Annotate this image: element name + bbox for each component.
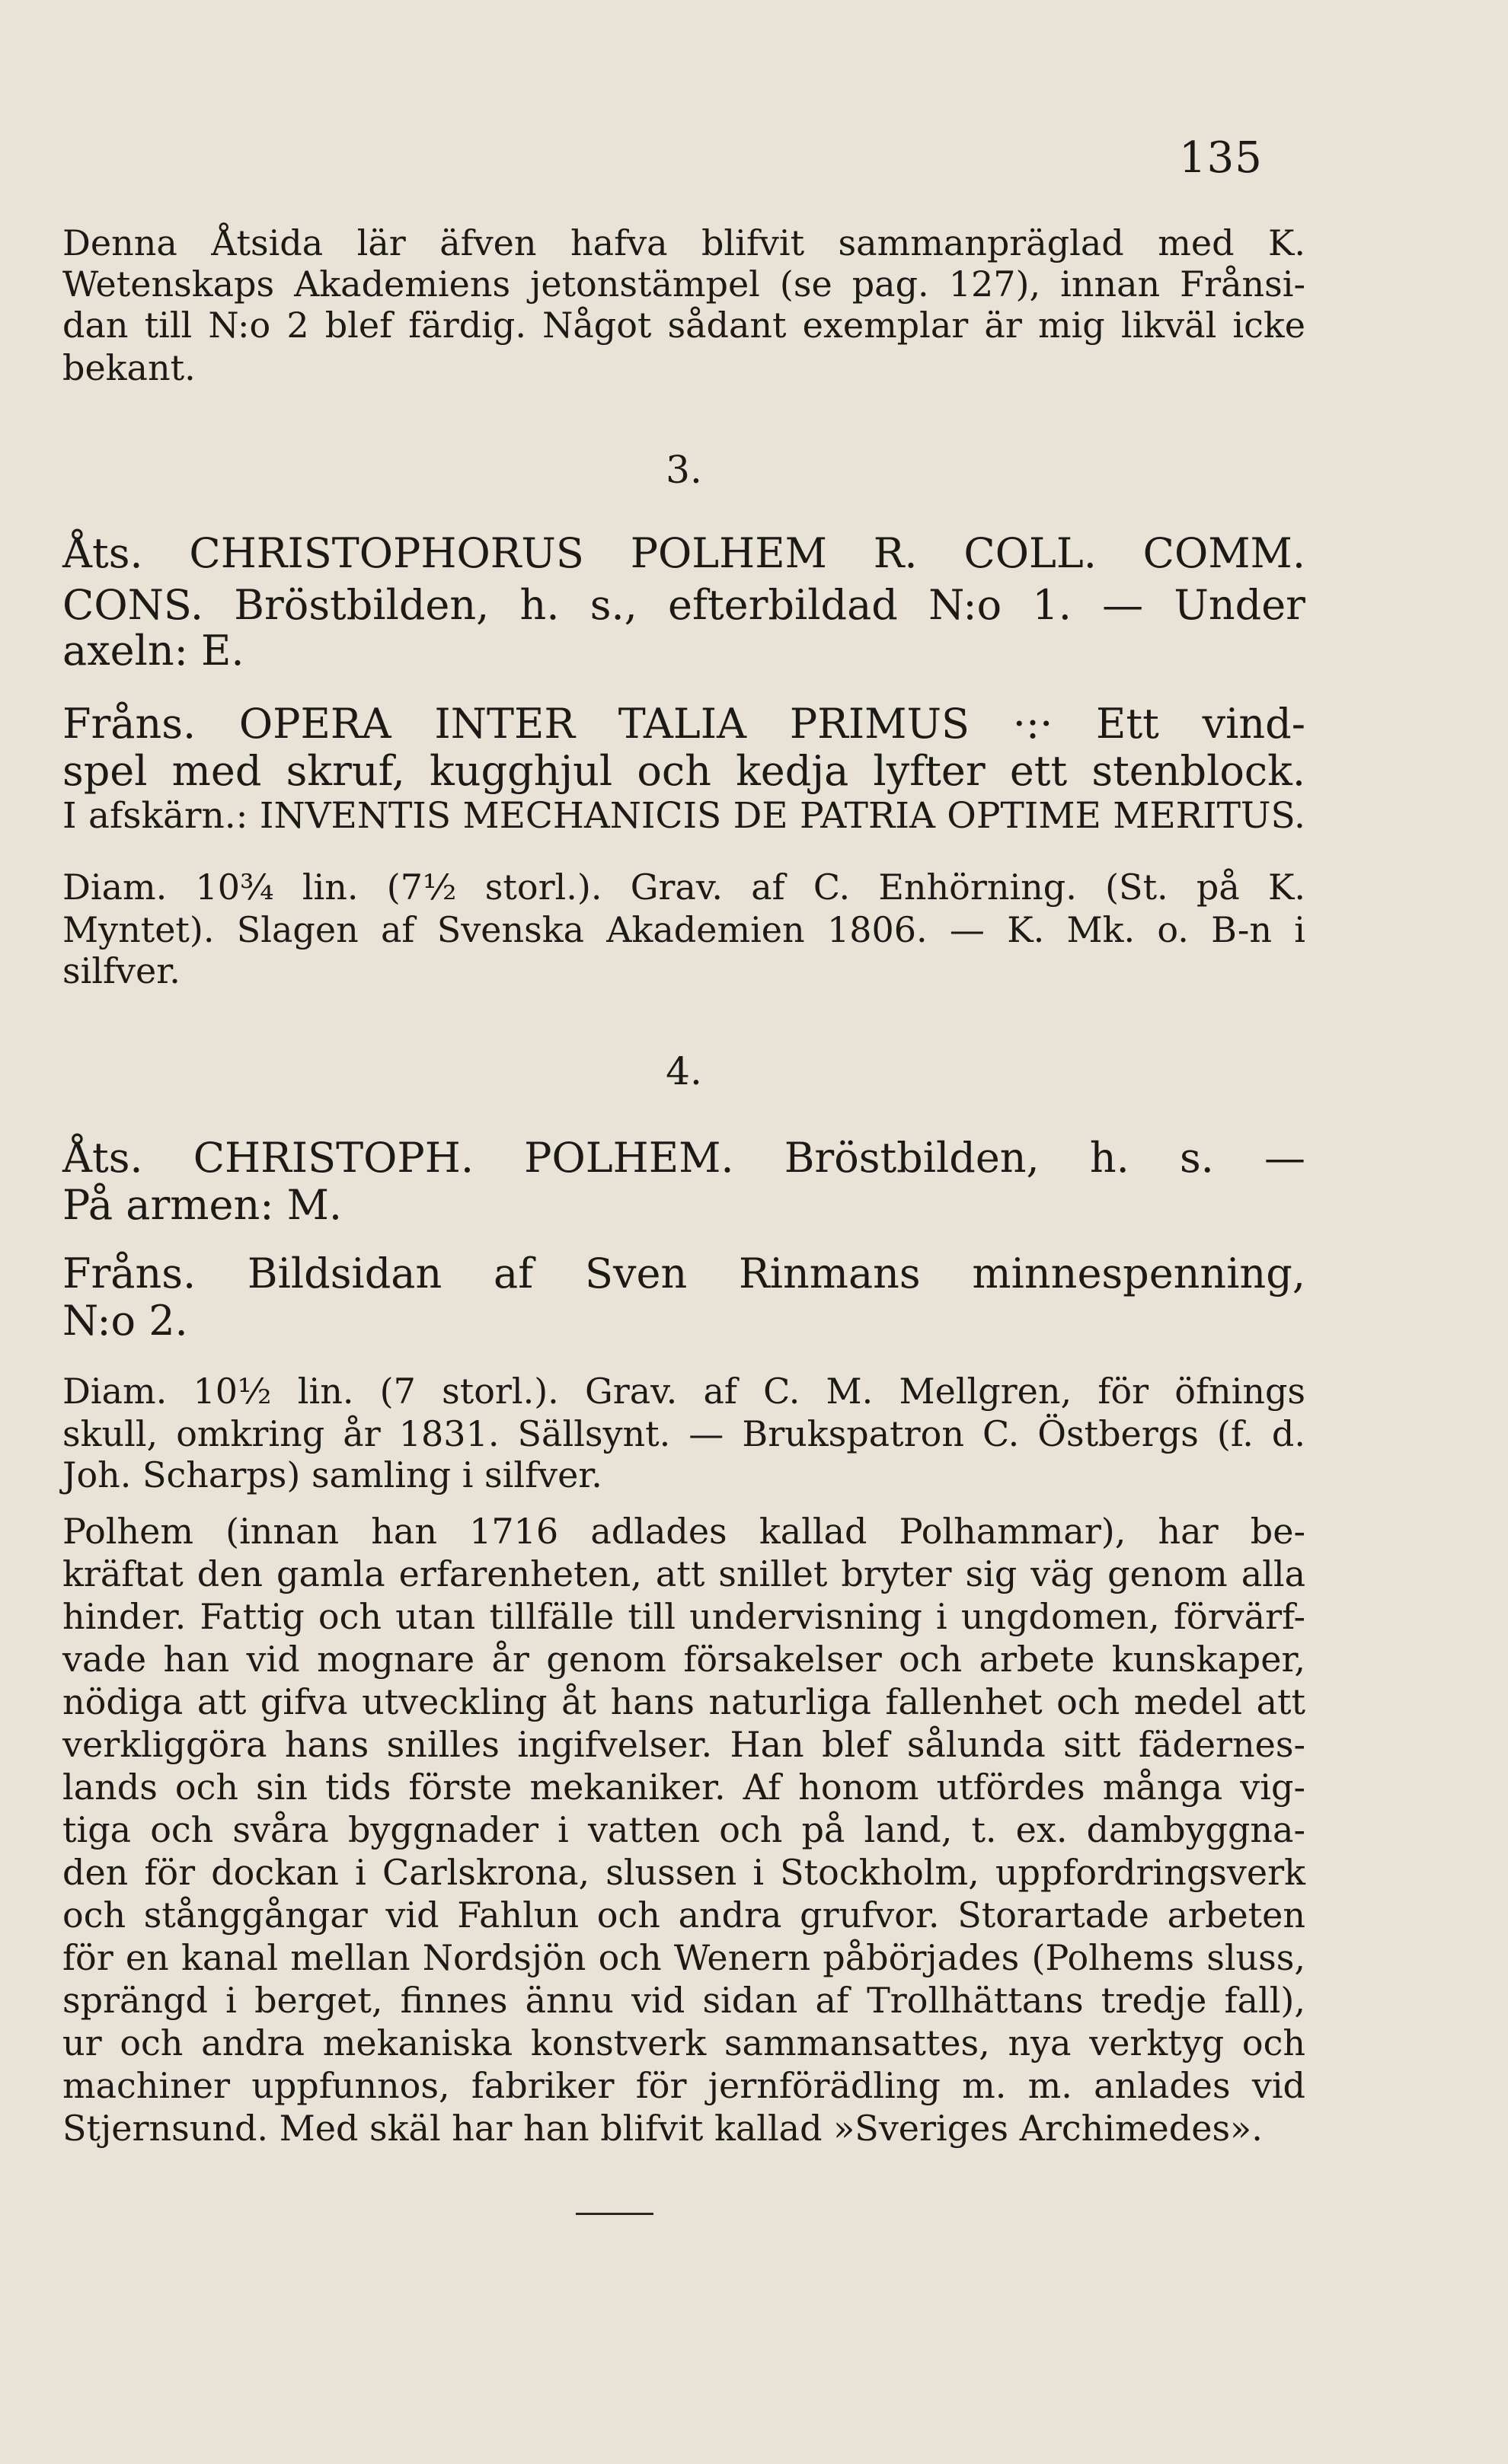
text-line: Polhem (innan han 1716 adlades kallad Polhammar), har be-	[62, 1511, 1305, 1552]
section-number: 3.	[666, 448, 702, 492]
text-line: och stånggångar vid Fahlun och andra grufvor. Storartade arbeten	[62, 1894, 1305, 1936]
text-line: N:o 2.	[62, 1297, 188, 1345]
text-line: dan till N:o 2 blef färdig. Något sådant exemplar är mig likväl icke	[62, 305, 1305, 346]
text-line: tiga och svåra byggnader i vatten och på land, t. ex. dambyggna-	[62, 1809, 1305, 1850]
text-line: Myntet). Slagen af Svenska Akademien 1806. — K. Mk. o. B-n i	[62, 909, 1305, 950]
text-line: Denna Åtsida lär äfven hafva blifvit sammanpräglad med K.	[62, 222, 1305, 263]
text-line: vade han vid mognare år genom försakelser och arbete kunskaper,	[62, 1639, 1305, 1680]
text-line: skull, omkring år 1831. Sällsynt. — Brukspatron C. Östbergs (f. d.	[62, 1413, 1305, 1454]
text-line: I afskärn.: INVENTIS MECHANICIS DE PATRIA OPTIME MERITUS.	[62, 795, 1305, 837]
text-line: Åts. CHRISTOPHORUS POLHEM R. COLL. COMM.	[62, 529, 1305, 577]
text-line: CONS. Bröstbilden, h. s., efterbildad N:o 1. — Under	[62, 581, 1305, 629]
text-line: Wetenskaps Akademiens jetonstämpel (se pag. 127), innan Frånsi-	[62, 263, 1305, 305]
text-line: Åts. CHRISTOPH. POLHEM. Bröstbilden, h. s. —	[62, 1134, 1305, 1182]
text-line: hinder. Fattig och utan tillfälle till undervisning i ungdomen, förvärf-	[62, 1596, 1305, 1637]
text-line: kräftat den gamla erfarenheten, att snillet bryter sig väg genom alla	[62, 1553, 1305, 1594]
text-line: Stjernsund. Med skäl har han blifvit kallad »Sveriges Archimedes».	[62, 2108, 1263, 2149]
text-line: den för dockan i Carlskrona, slussen i Stockholm, uppfordringsverk	[62, 1852, 1305, 1893]
text-line: Fråns. Bildsidan af Sven Rinmans minnespenning,	[62, 1250, 1305, 1297]
text-line: Fråns. OPERA INTER TALIA PRIMUS ·:· Ett vind-	[62, 700, 1305, 748]
text-line: axeln: E.	[62, 627, 244, 675]
text-line: nödiga att gifva utveckling åt hans naturliga fallenhet och medel att	[62, 1681, 1305, 1722]
text-line: spel med skruf, kugghjul och kedja lyfter ett stenblock.	[62, 747, 1305, 795]
text-line: Diam. 10¾ lin. (7½ storl.). Grav. af C. Enhörning. (St. på K.	[62, 867, 1305, 908]
text-line: Joh. Scharps) samling i silfver.	[62, 1454, 602, 1495]
text-line: bekant.	[62, 347, 196, 388]
text-line: ur och andra mekaniska konstverk sammansattes, nya verktyg och	[62, 2022, 1305, 2063]
text-line: På armen: M.	[62, 1181, 343, 1229]
divider-rule	[576, 2213, 653, 2215]
text-line: silfver.	[62, 950, 181, 991]
text-line: för en kanal mellan Nordsjön och Wenern påbörjades (Polhems sluss,	[62, 1937, 1305, 1978]
text-line: machiner uppfunnos, fabriker för jernförädling m. m. anlades vid	[62, 2065, 1305, 2106]
page-number: 135	[1179, 133, 1263, 183]
text-line: Diam. 10½ lin. (7 storl.). Grav. af C. M. Mellgren, för öfnings	[62, 1371, 1305, 1412]
text-line: sprängd i berget, finnes ännu vid sidan af Trollhättans tredje fall),	[62, 1980, 1305, 2021]
text-line: lands och sin tids förste mekaniker. Af honom utfördes många vig-	[62, 1767, 1305, 1808]
section-number: 4.	[666, 1049, 702, 1093]
text-line: verkliggöra hans snilles ingifvelser. Han blef sålunda sitt fädernes-	[62, 1724, 1305, 1765]
